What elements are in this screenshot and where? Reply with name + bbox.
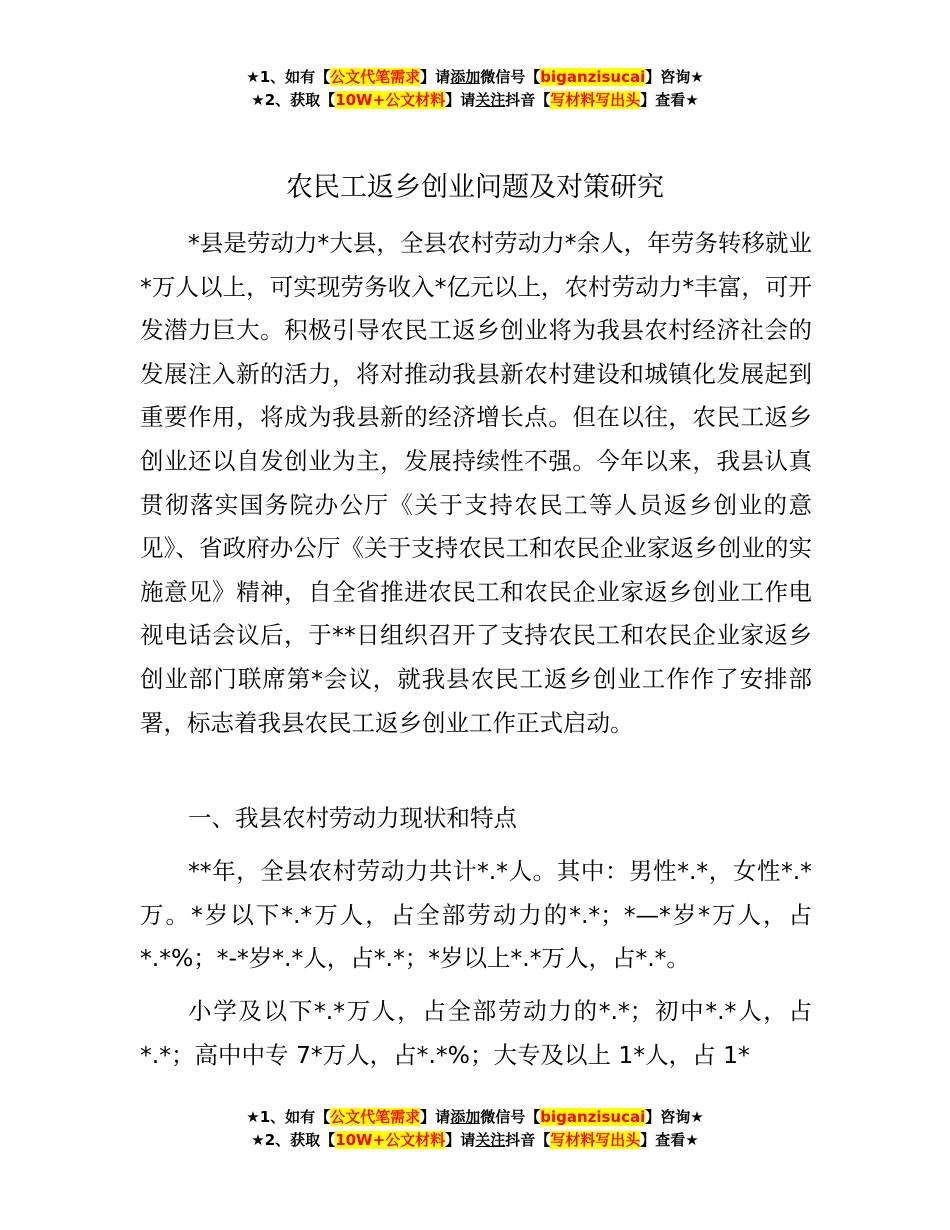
paragraph-education-stats xyxy=(140,990,812,1077)
section-heading-text: 一、我县农村劳动力现状和特点 xyxy=(188,804,517,832)
banner-text: 】咨询★ xyxy=(645,68,704,86)
banner-highlight: biganzisucai xyxy=(540,1108,646,1126)
banner-text: ★2、获取【 xyxy=(251,1131,336,1149)
section-heading xyxy=(140,797,812,841)
banner-underline: 关注 xyxy=(475,91,506,109)
banner-text: ★1、如有【 xyxy=(246,1108,331,1126)
footer-banner xyxy=(0,1106,950,1152)
banner-text: ★1、如有【 xyxy=(246,68,331,86)
banner-text: 】请 xyxy=(445,91,476,109)
banner-text: 微信号【 xyxy=(480,1108,541,1126)
banner-line-2 xyxy=(0,89,950,112)
banner-highlight: 公文代笔需求 xyxy=(330,68,421,86)
header-banner xyxy=(0,66,950,112)
banner-text: 】请 xyxy=(445,1131,476,1149)
paragraph-text: 小学及以下*.*万人，占全部劳动力的*.*；初中*.*人，占*.*；高中中专 7*万人，占*.*%；大专及以上 1*人，占 1* xyxy=(140,997,812,1069)
banner-text: 抖音【 xyxy=(505,91,551,109)
banner-underline: 添加 xyxy=(450,1108,481,1126)
paragraph-text: *县是劳动力*大县，全县农村劳动力*余人，年劳务转移就业*万人以上，可实现劳务收入*亿元以上，农村劳动力*丰富，可开发潜力巨大。积极引导农民工返乡创业将为我县农村经济社会的发展注入新的活力，将对推动我县新农村建设和城镇化发展起到重要作用，将成为我县新的经济增长点。但在以往，农民工返乡创业还以自发创业为主，发展持续性不强。今年以来，我县认真贯彻落实国务院办公厅《关于支持农民工等人员返乡创业的意见》、省政府办公厅《关于支持农民工和农民企业家返乡创业的实施意见》精神，自全省推进农民工和农民企业家返乡创业工作电视电话会议后，于**日组织召开了支持农民工和农民企业家返乡创业部门联席第*会议，就我县农民工返乡创业工作作了安排部署，标志着我县农民工返乡创业工作正式启动。 xyxy=(140,229,812,737)
banner-text: 】请 xyxy=(420,1108,451,1126)
banner-highlight: 10W+公文材料 xyxy=(335,1131,446,1149)
banner-text: ★2、获取【 xyxy=(251,91,336,109)
paragraph-intro xyxy=(140,222,812,745)
paragraph-text: **年，全县农村劳动力共计*.*人。其中：男性*.*，女性*.*万。*岁以下*.*万人，占全部劳动力的*.*；*—*岁*万人，占*.*%；*-*岁*.*人，占*.*；*岁以上*.*万人，占*.*。 xyxy=(140,857,812,973)
banner-text: 】请 xyxy=(420,68,451,86)
paragraph-labor-stats xyxy=(140,850,812,981)
banner-text: 】查看★ xyxy=(640,1131,699,1149)
banner-highlight: 写材料写出头 xyxy=(550,91,641,109)
banner-highlight: 公文代笔需求 xyxy=(330,1108,421,1126)
banner-line-1 xyxy=(0,66,950,89)
banner-text: 微信号【 xyxy=(480,68,541,86)
banner-text: 】咨询★ xyxy=(645,1108,704,1126)
banner-underline: 添加 xyxy=(450,68,481,86)
banner-text: 】查看★ xyxy=(640,91,699,109)
document-title: 农民工返乡创业问题及对策研究 xyxy=(286,172,664,203)
banner-line-2 xyxy=(0,1129,950,1152)
banner-underline: 关注 xyxy=(475,1131,506,1149)
banner-line-1 xyxy=(0,1106,950,1129)
banner-highlight: 10W+公文材料 xyxy=(335,91,446,109)
banner-highlight: 写材料写出头 xyxy=(550,1131,641,1149)
banner-text: 抖音【 xyxy=(505,1131,551,1149)
banner-highlight: biganzisucai xyxy=(540,68,646,86)
